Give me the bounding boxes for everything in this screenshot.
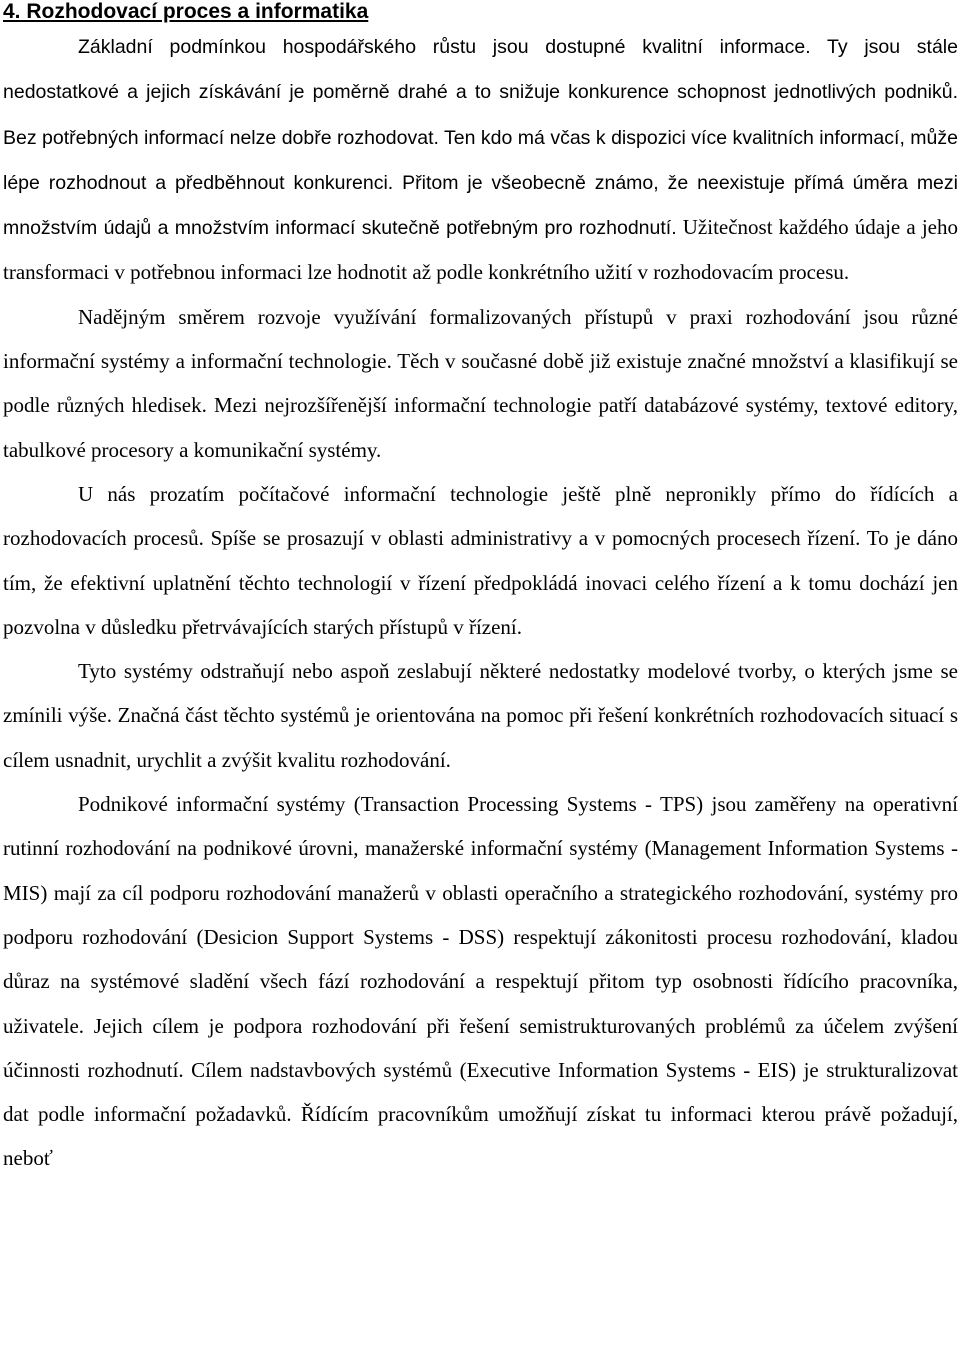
paragraph-3	[3, 472, 958, 649]
section-heading: 4. Rozhodovací proces a informatika	[3, 0, 369, 23]
paragraph-3-run-1: U nás prozatím počítačové informační technologie ještě plně nepronikly přímo do řídících a rozhodovacích procesů. Spíše se prosazují v oblasti administrativy a v pomocných procesech řízení. To je dáno tím, že efektivní uplatnění těchto technologií v řízení předpokládá inovaci celého řízení a k tomu dochází jen pozvolna v důsledku přetrvávajících starých přístupů v řízení.	[3, 481, 958, 639]
paragraph-1-run-2: Užitečnost každého údaje a jeho transformaci v potřebnou informaci lze hodnotit až podle konkrétního užití v rozhodovacím procesu.	[3, 215, 958, 285]
paragraph-2	[3, 295, 958, 472]
paragraph-5	[3, 782, 958, 1181]
paragraph-4	[3, 649, 958, 782]
paragraph-5-run-1: Podnikové informační systémy (Transaction Processing Systems - TPS) jsou zaměřeny na operativní rutinní rozhodování na podnikové úrovni, manažerské informační systémy (Management Information Systems - MIS) mají za cíl podporu rozhodování manažerů v oblasti operačního a strategického rozhodování, systémy pro podporu rozhodování (Desicion Support Systems - DSS) respektují zákonitosti procesu rozhodování, kladou důraz na systémové sladění všech fází rozhodování a respektují přitom typ osobnosti řídícího pracovníka, uživatele. Jejich cílem je podpora rozhodování při řešení semistrukturovaných problémů za účelem zvýšení účinnosti rozhodnutí. Cílem nadstavbových systémů (Executive Information Systems - EIS) je strukturalizovat dat podle informační požadavků. Řídícím pracovníkům umožňují získat tu informaci kterou právě požadují, neboť	[3, 792, 958, 1171]
paragraph-2-run-1: Nadějným směrem rozvoje využívání formalizovaných přístupů v praxi rozhodování jsou různé informační systémy a informační technologie. Těch v současné době již existuje značné množství a klasifikují se podle různých hledisek. Mezi nejrozšířenější informační technologie patří databázové systémy, textové editory, tabulkové procesory a komunikační systémy.	[3, 304, 958, 462]
paragraph-1	[3, 24, 958, 295]
paragraph-1-run-1: Základní podmínkou hospodářského růstu jsou dostupné kvalitní informace. Ty jsou stále nedostatkové a jejich získávání je poměrně drahé a to snižuje konkurence schopnost jednotlivých podniků. Bez potřebných informací nelze dobře rozhodovat. Ten kdo má včas k dispozici více kvalitních informací, může lépe rozhodnout a předběhnout konkurenci. Přitom je všeobecně známo, že neexistuje přímá úměra mezi množstvím údajů a množstvím informací skutečně potřebným pro rozhodnutí.	[3, 36, 958, 240]
paragraph-4-run-1: Tyto systémy odstraňují nebo aspoň zeslabují některé nedostatky modelové tvorby, o kterých jsme se zmínili výše. Značná část těchto systémů je orientována na pomoc při řešení konkrétních rozhodovacích situací s cílem usnadnit, urychlit a zvýšit kvalitu rozhodování.	[3, 659, 958, 772]
